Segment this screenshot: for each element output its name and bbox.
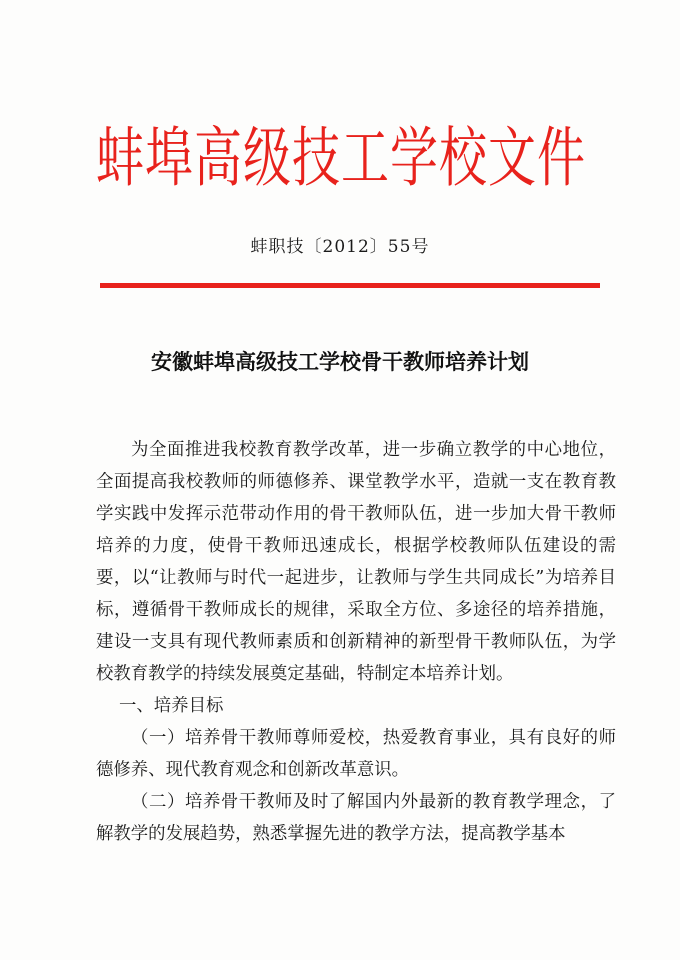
document-number: 蚌职技〔2012〕55号 bbox=[250, 237, 430, 257]
red-divider-line bbox=[100, 283, 600, 288]
section-heading: 一、培养目标 bbox=[119, 696, 224, 716]
document-header-title: 蚌埠高级技工学校文件 bbox=[96, 120, 587, 197]
body-paragraph: （一）培养骨干教师尊师爱校，热爱教育事业，具有良好的师德修养、现代教育观念和创新改革意识。 bbox=[96, 728, 616, 780]
body-paragraph: （二）培养骨干教师及时了解国内外最新的教育教学理念，了解教学的发展趋势，熟悉掌握先进的教学方法，提高教学基本 bbox=[96, 792, 616, 844]
intro-paragraph: 为全面推进我校教育教学改革，进一步确立教学的中心地位，全面提高我校教师的师德修养、课堂教学水平，造就一支在教育教学实践中发挥示范带动作用的骨干教师队伍，进一步加大骨干教师培养的力度，使骨干教师迅速成长，根据学校教师队伍建设的需要，以“让教师与时代一起进步，让教师与学生共同成长”为培养目标，遵循骨干教师成长的规律，采取全方位、多途径的培养措施，建设一支具有现代教师素质和创新精神的新型骨干教师队伍，为学校教育教学的持续发展奠定基础，特制定本培养计划。 bbox=[96, 440, 616, 684]
document-body bbox=[96, 434, 616, 850]
document-title: 安徽蚌埠高级技工学校骨干教师培养计划 bbox=[151, 350, 529, 374]
